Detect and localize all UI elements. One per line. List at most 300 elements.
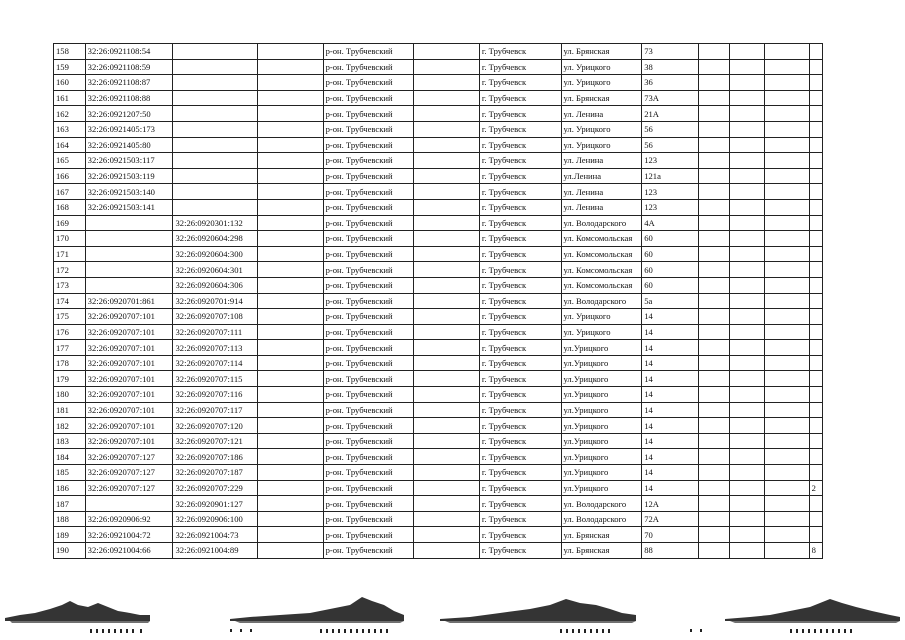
- district-cell: р-он. Трубчевский: [323, 59, 414, 75]
- cadastral-number-new-cell: 32:26:0920707:114: [173, 355, 258, 371]
- street-cell: ул.Урицкого: [561, 371, 642, 387]
- cadastral-number-new-cell: [173, 153, 258, 169]
- empty-cell: [414, 184, 479, 200]
- district-cell: р-он. Трубчевский: [323, 543, 414, 559]
- empty-cell: [258, 184, 323, 200]
- empty-cell: [258, 324, 323, 340]
- cadastral-number-old-cell: 32:26:0921004:72: [85, 527, 173, 543]
- empty-cell: [414, 75, 479, 91]
- empty-cell: [764, 309, 809, 325]
- cadastral-number-new-cell: 32:26:0921004:89: [173, 543, 258, 559]
- cadastral-number-old-cell: 32:26:0921503:117: [85, 153, 173, 169]
- empty-cell: [258, 387, 323, 403]
- empty-cell: [699, 59, 730, 75]
- extra-value-cell: [809, 90, 822, 106]
- row-number-cell: 168: [54, 199, 86, 215]
- row-number-cell: 190: [54, 543, 86, 559]
- empty-cell: [764, 59, 809, 75]
- cadastral-number-new-cell: 32:26:0920707:229: [173, 480, 258, 496]
- extra-value-cell: [809, 184, 822, 200]
- street-cell: ул. Володарского: [561, 511, 642, 527]
- street-cell: ул. Комсомольская: [561, 231, 642, 247]
- house-number-cell: 123: [642, 199, 699, 215]
- cadastral-number-old-cell: 32:26:0920707:101: [85, 371, 173, 387]
- extra-value-cell: [809, 262, 822, 278]
- empty-cell: [764, 449, 809, 465]
- empty-cell: [699, 137, 730, 153]
- table-row: [54, 449, 823, 465]
- empty-cell: [730, 246, 765, 262]
- house-number-cell: 21А: [642, 106, 699, 122]
- table-row: [54, 262, 823, 278]
- empty-cell: [699, 44, 730, 60]
- house-number-cell: 60: [642, 277, 699, 293]
- street-cell: ул. Володарского: [561, 293, 642, 309]
- empty-cell: [764, 293, 809, 309]
- street-cell: ул.Урицкого: [561, 418, 642, 434]
- house-number-cell: 14: [642, 340, 699, 356]
- empty-cell: [699, 465, 730, 481]
- empty-cell: [764, 215, 809, 231]
- extra-value-cell: [809, 324, 822, 340]
- cadastral-number-new-cell: [173, 121, 258, 137]
- extra-value-cell: [809, 121, 822, 137]
- town-cell: г. Трубчевск: [479, 168, 561, 184]
- cadastral-number-old-cell: 32:26:0920707:101: [85, 340, 173, 356]
- street-cell: ул. Брянская: [561, 543, 642, 559]
- district-cell: р-он. Трубчевский: [323, 340, 414, 356]
- street-cell: ул. Ленина: [561, 199, 642, 215]
- empty-cell: [258, 153, 323, 169]
- extra-value-cell: [809, 465, 822, 481]
- town-cell: г. Трубчевск: [479, 387, 561, 403]
- empty-cell: [764, 324, 809, 340]
- town-cell: г. Трубчевск: [479, 75, 561, 91]
- empty-cell: [730, 137, 765, 153]
- house-number-cell: 60: [642, 262, 699, 278]
- street-cell: ул.Урицкого: [561, 402, 642, 418]
- empty-cell: [414, 402, 479, 418]
- cadastral-number-old-cell: 32:26:0920707:127: [85, 449, 173, 465]
- row-number-cell: 183: [54, 433, 86, 449]
- empty-cell: [764, 387, 809, 403]
- empty-cell: [730, 90, 765, 106]
- row-number-cell: 159: [54, 59, 86, 75]
- district-cell: р-он. Трубчевский: [323, 199, 414, 215]
- empty-cell: [730, 480, 765, 496]
- cadastral-number-new-cell: 32:26:0920707:120: [173, 418, 258, 434]
- table-row: [54, 75, 823, 91]
- town-cell: г. Трубчевск: [479, 402, 561, 418]
- empty-cell: [414, 543, 479, 559]
- empty-cell: [258, 90, 323, 106]
- empty-cell: [414, 44, 479, 60]
- house-number-cell: 14: [642, 324, 699, 340]
- empty-cell: [699, 184, 730, 200]
- table-row: [54, 433, 823, 449]
- row-number-cell: 186: [54, 480, 86, 496]
- table-row: [54, 324, 823, 340]
- extra-value-cell: [809, 153, 822, 169]
- cadastral-number-old-cell: 32:26:0921108:54: [85, 44, 173, 60]
- house-number-cell: 73А: [642, 90, 699, 106]
- cadastral-number-old-cell: 32:26:0921108:88: [85, 90, 173, 106]
- row-number-cell: 176: [54, 324, 86, 340]
- empty-cell: [258, 168, 323, 184]
- cadastral-number-new-cell: 32:26:0920707:186: [173, 449, 258, 465]
- extra-value-cell: [809, 44, 822, 60]
- house-number-cell: 123: [642, 153, 699, 169]
- empty-cell: [258, 137, 323, 153]
- empty-cell: [414, 231, 479, 247]
- extra-value-cell: [809, 106, 822, 122]
- empty-cell: [414, 496, 479, 512]
- table-row: [54, 90, 823, 106]
- town-cell: г. Трубчевск: [479, 433, 561, 449]
- house-number-cell: 12А: [642, 496, 699, 512]
- empty-cell: [730, 496, 765, 512]
- empty-cell: [764, 496, 809, 512]
- cadastral-number-old-cell: [85, 231, 173, 247]
- empty-cell: [764, 340, 809, 356]
- town-cell: г. Трубчевск: [479, 449, 561, 465]
- street-cell: ул.Урицкого: [561, 340, 642, 356]
- table-row: [54, 168, 823, 184]
- street-cell: ул. Брянская: [561, 90, 642, 106]
- district-cell: р-он. Трубчевский: [323, 121, 414, 137]
- table-row: [54, 121, 823, 137]
- extra-value-cell: [809, 137, 822, 153]
- empty-cell: [414, 137, 479, 153]
- house-number-cell: 14: [642, 309, 699, 325]
- town-cell: г. Трубчевск: [479, 262, 561, 278]
- town-cell: г. Трубчевск: [479, 324, 561, 340]
- cadastral-number-new-cell: 32:26:0921004:73: [173, 527, 258, 543]
- extra-value-cell: [809, 75, 822, 91]
- empty-cell: [730, 371, 765, 387]
- cadastral-number-old-cell: 32:26:0920707:101: [85, 387, 173, 403]
- table-row: [54, 402, 823, 418]
- table-row: [54, 44, 823, 60]
- row-number-cell: 167: [54, 184, 86, 200]
- row-number-cell: 182: [54, 418, 86, 434]
- empty-cell: [730, 402, 765, 418]
- cadastral-number-new-cell: 32:26:0920707:117: [173, 402, 258, 418]
- empty-cell: [699, 153, 730, 169]
- extra-value-cell: [809, 168, 822, 184]
- cadastral-number-old-cell: 32:26:0921503:141: [85, 199, 173, 215]
- row-number-cell: 178: [54, 355, 86, 371]
- house-number-cell: 14: [642, 433, 699, 449]
- row-number-cell: 158: [54, 44, 86, 60]
- house-number-cell: 4А: [642, 215, 699, 231]
- street-cell: ул.Урицкого: [561, 465, 642, 481]
- cadastral-number-old-cell: 32:26:0921503:140: [85, 184, 173, 200]
- table-row: [54, 231, 823, 247]
- table-row: [54, 246, 823, 262]
- empty-cell: [764, 121, 809, 137]
- district-cell: р-он. Трубчевский: [323, 465, 414, 481]
- empty-cell: [699, 262, 730, 278]
- cadastral-number-new-cell: 32:26:0920604:300: [173, 246, 258, 262]
- empty-cell: [258, 215, 323, 231]
- empty-cell: [730, 355, 765, 371]
- empty-cell: [258, 355, 323, 371]
- district-cell: р-он. Трубчевский: [323, 449, 414, 465]
- street-cell: ул.Урицкого: [561, 387, 642, 403]
- house-number-cell: 14: [642, 387, 699, 403]
- house-number-cell: 36: [642, 75, 699, 91]
- district-cell: р-он. Трубчевский: [323, 418, 414, 434]
- extra-value-cell: [809, 215, 822, 231]
- row-number-cell: 166: [54, 168, 86, 184]
- town-cell: г. Трубчевск: [479, 496, 561, 512]
- extra-value-cell: [809, 402, 822, 418]
- empty-cell: [699, 449, 730, 465]
- empty-cell: [258, 231, 323, 247]
- town-cell: г. Трубчевск: [479, 231, 561, 247]
- empty-cell: [699, 355, 730, 371]
- district-cell: р-он. Трубчевский: [323, 293, 414, 309]
- empty-cell: [414, 418, 479, 434]
- district-cell: р-он. Трубчевский: [323, 246, 414, 262]
- street-cell: ул. Ленина: [561, 184, 642, 200]
- empty-cell: [414, 59, 479, 75]
- cadastral-number-old-cell: [85, 246, 173, 262]
- empty-cell: [730, 277, 765, 293]
- extra-value-cell: [809, 277, 822, 293]
- empty-cell: [414, 480, 479, 496]
- empty-cell: [414, 106, 479, 122]
- empty-cell: [730, 75, 765, 91]
- town-cell: г. Трубчевск: [479, 543, 561, 559]
- extra-value-cell: 2: [809, 480, 822, 496]
- town-cell: г. Трубчевск: [479, 465, 561, 481]
- street-cell: ул. Урицкого: [561, 309, 642, 325]
- empty-cell: [699, 387, 730, 403]
- cadastral-number-new-cell: [173, 106, 258, 122]
- empty-cell: [699, 433, 730, 449]
- cadastral-number-new-cell: 32:26:0920707:116: [173, 387, 258, 403]
- district-cell: р-он. Трубчевский: [323, 153, 414, 169]
- cadastral-number-old-cell: [85, 496, 173, 512]
- empty-cell: [730, 465, 765, 481]
- house-number-cell: 121а: [642, 168, 699, 184]
- cadastral-number-old-cell: 32:26:0920707:101: [85, 433, 173, 449]
- house-number-cell: 70: [642, 527, 699, 543]
- extra-value-cell: [809, 387, 822, 403]
- empty-cell: [258, 121, 323, 137]
- table-row: [54, 527, 823, 543]
- table-row: [54, 355, 823, 371]
- street-cell: ул.Урицкого: [561, 480, 642, 496]
- empty-cell: [730, 511, 765, 527]
- district-cell: р-он. Трубчевский: [323, 527, 414, 543]
- district-cell: р-он. Трубчевский: [323, 106, 414, 122]
- empty-cell: [258, 106, 323, 122]
- street-cell: ул. Ленина: [561, 106, 642, 122]
- cadastral-number-old-cell: 32:26:0920707:127: [85, 465, 173, 481]
- town-cell: г. Трубчевск: [479, 121, 561, 137]
- empty-cell: [414, 511, 479, 527]
- row-number-cell: 181: [54, 402, 86, 418]
- cadastral-number-old-cell: 32:26:0920707:101: [85, 402, 173, 418]
- cadastral-number-new-cell: 32:26:0920604:298: [173, 231, 258, 247]
- town-cell: г. Трубчевск: [479, 418, 561, 434]
- empty-cell: [258, 449, 323, 465]
- empty-cell: [764, 153, 809, 169]
- house-number-cell: 72А: [642, 511, 699, 527]
- town-cell: г. Трубчевск: [479, 293, 561, 309]
- row-number-cell: 172: [54, 262, 86, 278]
- empty-cell: [730, 340, 765, 356]
- cadastral-number-new-cell: 32:26:0920906:100: [173, 511, 258, 527]
- district-cell: р-он. Трубчевский: [323, 90, 414, 106]
- empty-cell: [730, 527, 765, 543]
- cadastral-number-new-cell: [173, 199, 258, 215]
- empty-cell: [414, 433, 479, 449]
- empty-cell: [730, 262, 765, 278]
- empty-cell: [699, 231, 730, 247]
- empty-cell: [764, 184, 809, 200]
- scan-noise-strip: [0, 585, 905, 640]
- empty-cell: [764, 511, 809, 527]
- cadastral-number-old-cell: 32:26:0921207:50: [85, 106, 173, 122]
- empty-cell: [258, 340, 323, 356]
- empty-cell: [730, 153, 765, 169]
- cadastral-number-new-cell: [173, 168, 258, 184]
- cadastral-number-old-cell: 32:26:0921108:87: [85, 75, 173, 91]
- cadastral-number-new-cell: [173, 75, 258, 91]
- cadastral-number-new-cell: 32:26:0920707:111: [173, 324, 258, 340]
- empty-cell: [764, 402, 809, 418]
- district-cell: р-он. Трубчевский: [323, 262, 414, 278]
- cadastral-number-old-cell: 32:26:0920707:101: [85, 355, 173, 371]
- extra-value-cell: [809, 355, 822, 371]
- empty-cell: [699, 511, 730, 527]
- town-cell: г. Трубчевск: [479, 153, 561, 169]
- empty-cell: [764, 480, 809, 496]
- cadastral-number-old-cell: 32:26:0921108:59: [85, 59, 173, 75]
- street-cell: ул. Володарского: [561, 215, 642, 231]
- cadastral-number-new-cell: [173, 184, 258, 200]
- district-cell: р-он. Трубчевский: [323, 387, 414, 403]
- extra-value-cell: [809, 511, 822, 527]
- row-number-cell: 184: [54, 449, 86, 465]
- cadastral-number-new-cell: 32:26:0920707:115: [173, 371, 258, 387]
- extra-value-cell: [809, 433, 822, 449]
- empty-cell: [414, 387, 479, 403]
- street-cell: ул. Комсомольская: [561, 277, 642, 293]
- street-cell: ул. Урицкого: [561, 75, 642, 91]
- town-cell: г. Трубчевск: [479, 184, 561, 200]
- house-number-cell: 88: [642, 543, 699, 559]
- property-registry-table: [53, 43, 823, 559]
- street-cell: ул. Комсомольская: [561, 262, 642, 278]
- empty-cell: [258, 309, 323, 325]
- row-number-cell: 171: [54, 246, 86, 262]
- district-cell: р-он. Трубчевский: [323, 402, 414, 418]
- empty-cell: [699, 309, 730, 325]
- table-row: [54, 480, 823, 496]
- street-cell: ул. Урицкого: [561, 324, 642, 340]
- district-cell: р-он. Трубчевский: [323, 75, 414, 91]
- row-number-cell: 177: [54, 340, 86, 356]
- empty-cell: [699, 340, 730, 356]
- table-row: [54, 418, 823, 434]
- extra-value-cell: 8: [809, 543, 822, 559]
- extra-value-cell: [809, 199, 822, 215]
- empty-cell: [258, 44, 323, 60]
- cadastral-number-old-cell: 32:26:0921405:173: [85, 121, 173, 137]
- empty-cell: [764, 277, 809, 293]
- empty-cell: [730, 199, 765, 215]
- street-cell: ул. Брянская: [561, 44, 642, 60]
- table-row: [54, 106, 823, 122]
- table-row: [54, 387, 823, 403]
- row-number-cell: 174: [54, 293, 86, 309]
- empty-cell: [730, 121, 765, 137]
- house-number-cell: 14: [642, 355, 699, 371]
- empty-cell: [258, 199, 323, 215]
- extra-value-cell: [809, 418, 822, 434]
- empty-cell: [699, 75, 730, 91]
- street-cell: ул.Урицкого: [561, 433, 642, 449]
- empty-cell: [414, 371, 479, 387]
- house-number-cell: 60: [642, 246, 699, 262]
- row-number-cell: 163: [54, 121, 86, 137]
- row-number-cell: 162: [54, 106, 86, 122]
- empty-cell: [258, 527, 323, 543]
- empty-cell: [414, 215, 479, 231]
- empty-cell: [414, 527, 479, 543]
- house-number-cell: 56: [642, 137, 699, 153]
- empty-cell: [730, 231, 765, 247]
- cadastral-number-new-cell: [173, 44, 258, 60]
- street-cell: ул.Урицкого: [561, 449, 642, 465]
- registry-body: [54, 44, 823, 559]
- town-cell: г. Трубчевск: [479, 527, 561, 543]
- cadastral-number-new-cell: 32:26:0920301:132: [173, 215, 258, 231]
- empty-cell: [699, 215, 730, 231]
- row-number-cell: 173: [54, 277, 86, 293]
- empty-cell: [764, 355, 809, 371]
- town-cell: г. Трубчевск: [479, 309, 561, 325]
- town-cell: г. Трубчевск: [479, 90, 561, 106]
- empty-cell: [699, 199, 730, 215]
- extra-value-cell: [809, 527, 822, 543]
- district-cell: р-он. Трубчевский: [323, 511, 414, 527]
- cadastral-number-new-cell: 32:26:0920707:121: [173, 433, 258, 449]
- empty-cell: [764, 44, 809, 60]
- empty-cell: [730, 106, 765, 122]
- town-cell: г. Трубчевск: [479, 137, 561, 153]
- town-cell: г. Трубчевск: [479, 511, 561, 527]
- table-row: [54, 465, 823, 481]
- district-cell: р-он. Трубчевский: [323, 309, 414, 325]
- row-number-cell: 160: [54, 75, 86, 91]
- house-number-cell: 14: [642, 418, 699, 434]
- empty-cell: [414, 324, 479, 340]
- empty-cell: [764, 246, 809, 262]
- empty-cell: [258, 371, 323, 387]
- empty-cell: [730, 59, 765, 75]
- town-cell: г. Трубчевск: [479, 371, 561, 387]
- cadastral-number-old-cell: [85, 262, 173, 278]
- table-row: [54, 137, 823, 153]
- extra-value-cell: [809, 340, 822, 356]
- empty-cell: [258, 402, 323, 418]
